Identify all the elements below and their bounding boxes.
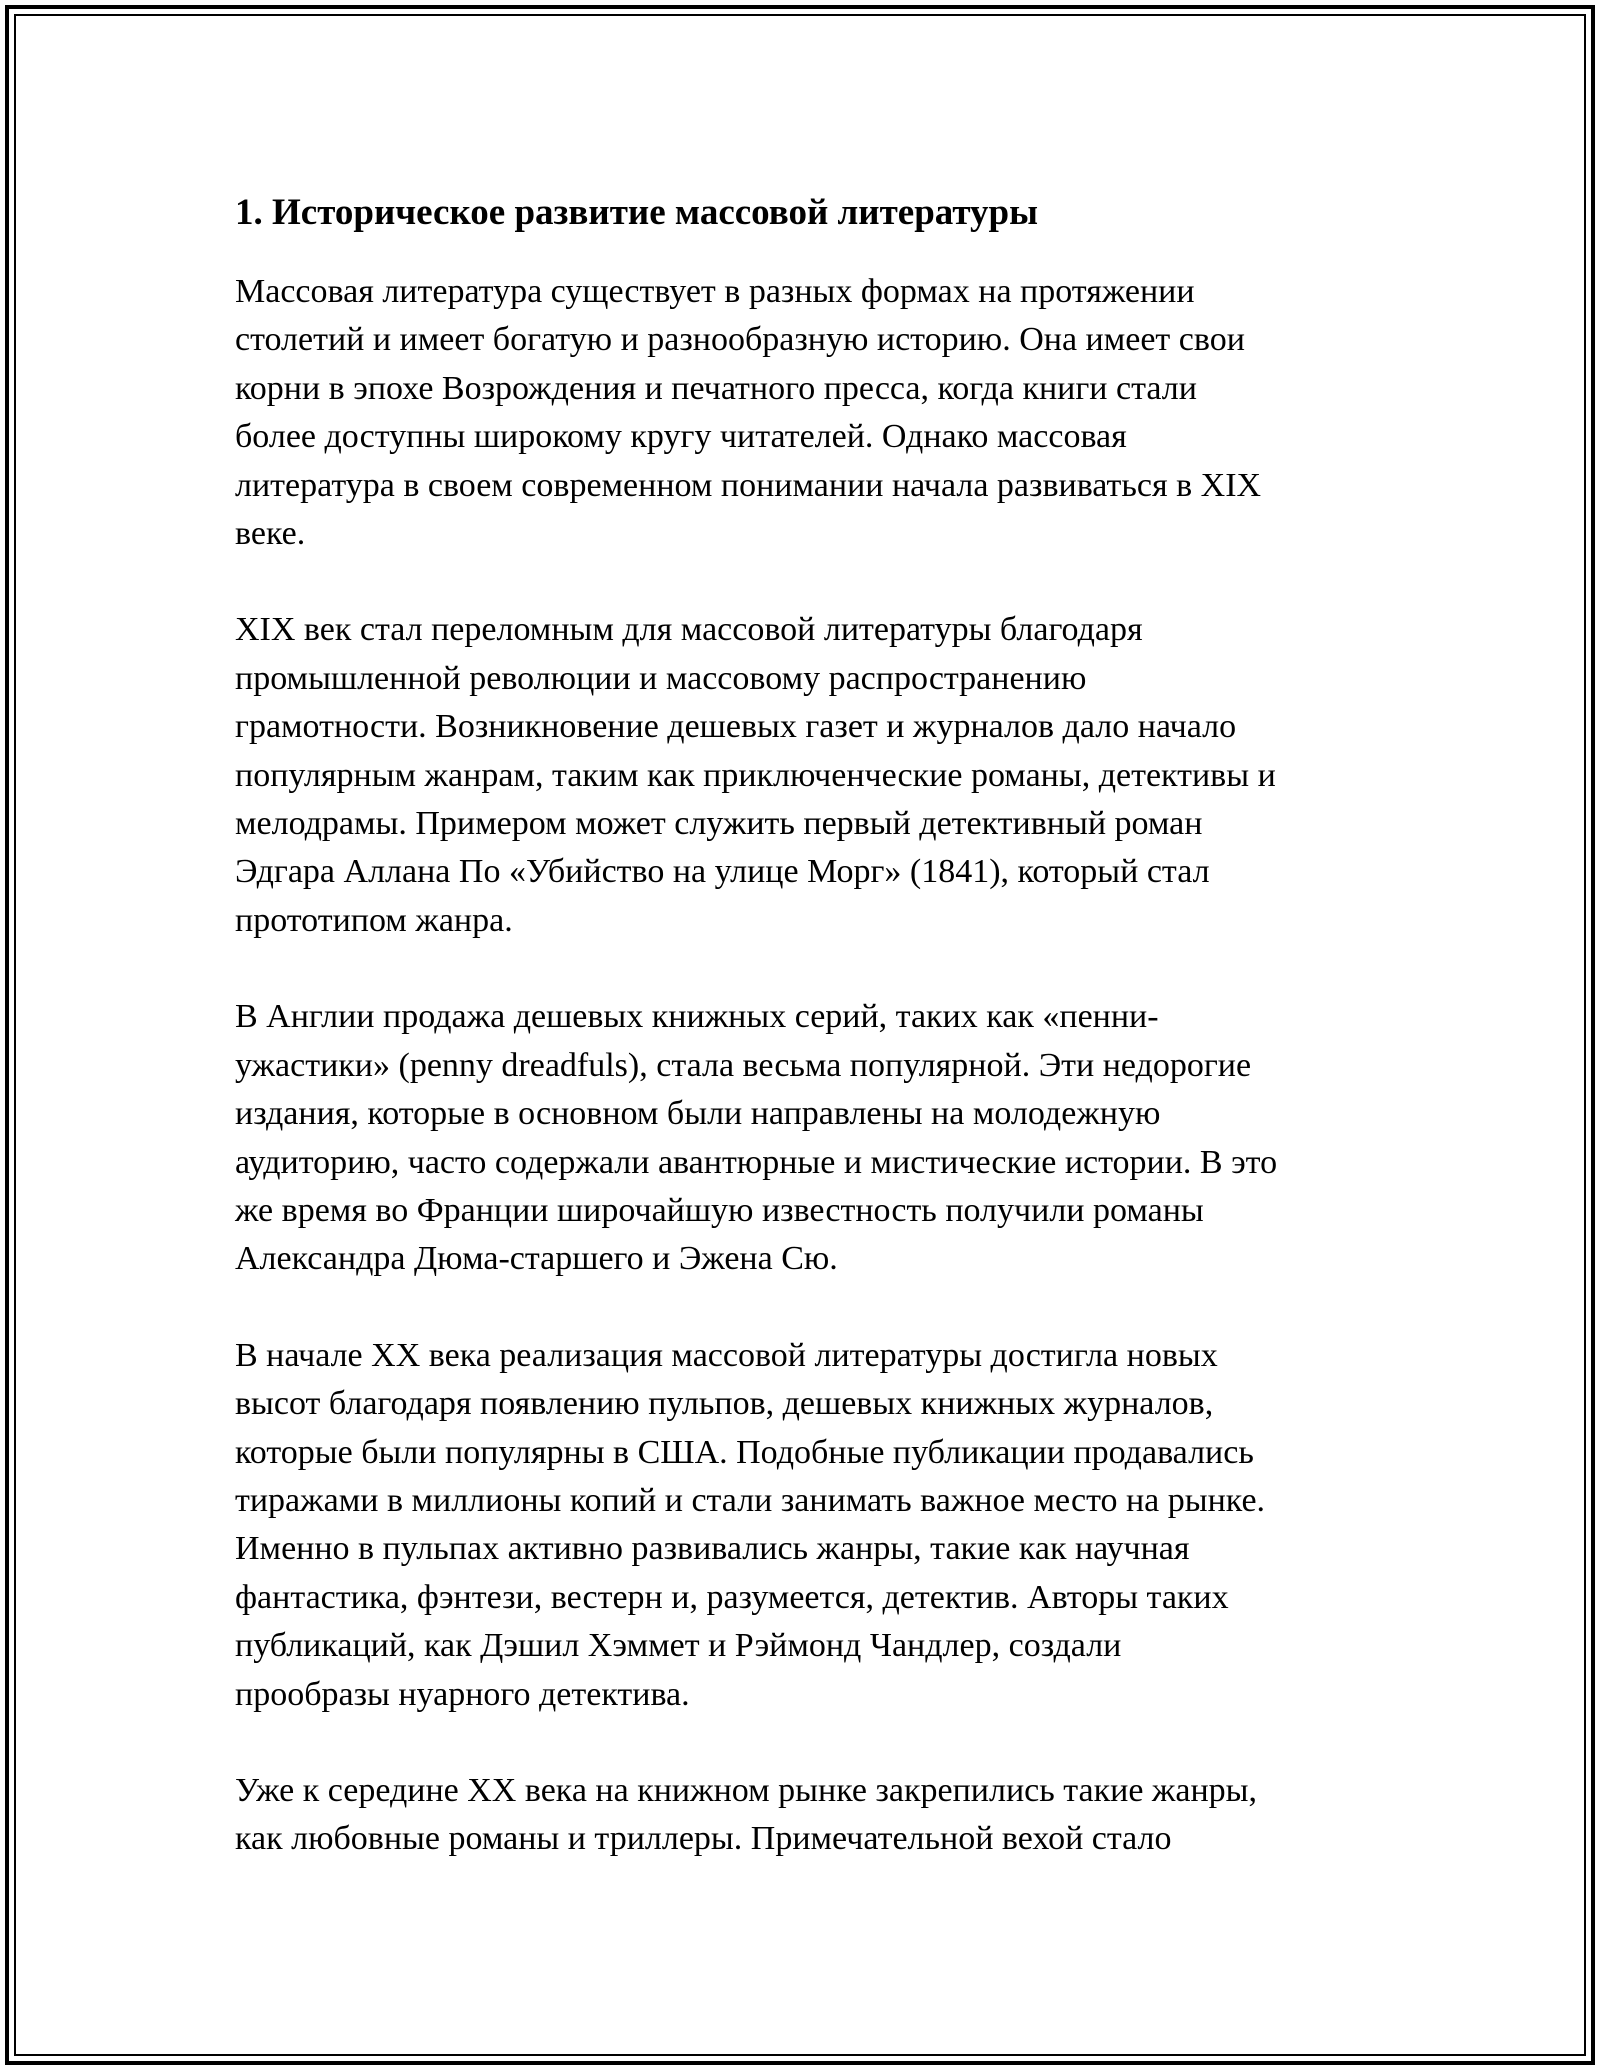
text-line: мелодрамы. Примером может служить первый детективный роман: [235, 805, 1203, 843]
text-line: популярным жанрам, таким как приключенческие романы, детективы и: [235, 756, 1276, 794]
text-line: ужастики» (penny dreadfuls), стала весьма популярной. Эти недорогие: [235, 1046, 1252, 1084]
text-line: В Англии продажа дешевых книжных серий, таких как «пенни-: [235, 998, 1159, 1036]
paragraph-4: [235, 1332, 1375, 1719]
text-line: же время во Франции широчайшую известность получили романы: [235, 1191, 1204, 1229]
text-line: как любовные романы и триллеры. Примечательной вехой стало: [235, 1820, 1172, 1858]
paragraph-2: [235, 606, 1375, 945]
paragraph-3: [235, 993, 1375, 1283]
text-line: литература в своем современном понимании начала развиваться в XIX: [235, 466, 1262, 504]
text-line: тиражами в миллионы копий и стали занимать важное место на рынке.: [235, 1481, 1266, 1519]
text-line: промышленной революции и массовому распространению: [235, 659, 1087, 697]
text-line: прототипом жанра.: [235, 901, 513, 939]
text-line: более доступны широкому кругу читателей. Однако массовая: [235, 418, 1127, 456]
paragraph-5: [235, 1767, 1375, 1864]
text-line: высот благодаря появлению пульпов, дешевых книжных журналов,: [235, 1385, 1214, 1423]
section-heading: 1. Историческое развитие массовой литературы: [235, 192, 1038, 233]
text-line: фантастика, фэнтези, вестерн и, разумеется, детектив. Авторы таких: [235, 1578, 1229, 1616]
text-line: Массовая литература существует в разных формах на протяжении: [235, 273, 1195, 310]
text-line: Именно в пульпах активно развивались жанры, такие как научная: [235, 1530, 1190, 1568]
text-line: Александра Дюма-старшего и Эжена Сю.: [235, 1240, 838, 1278]
text-line: грамотности. Возникновение дешевых газет и журналов дало начало: [235, 708, 1237, 746]
text-line: XIX век стал переломным для массовой литературы благодаря: [235, 611, 1143, 649]
text-line: В начале XX века реализация массовой литературы достигла новых: [235, 1336, 1218, 1374]
text-line: прообразы нуарного детектива.: [235, 1675, 690, 1713]
text-line: которые были популярны в США. Подобные публикации продавались: [235, 1433, 1254, 1471]
text-line: издания, которые в основном были направлены на молодежную: [235, 1095, 1161, 1133]
text-line: аудиторию, часто содержали авантюрные и мистические истории. В это: [235, 1143, 1278, 1181]
text-line: Уже к середине XX века на книжном рынке закрепились такие жанры,: [235, 1771, 1258, 1809]
document-page: [235, 188, 1375, 1912]
text-line: веке.: [235, 515, 306, 553]
text-line: Эдгара Аллана По «Убийство на улице Морг» (1841), который стал: [235, 853, 1210, 891]
text-line: столетий и имеет богатую и разнообразную историю. Она имеет свои: [235, 321, 1245, 359]
text-line: корни в эпохе Возрождения и печатного пресса, когда книги стали: [235, 369, 1197, 407]
paragraph-1: [235, 268, 1375, 558]
text-line: публикаций, как Дэшил Хэммет и Рэймонд Чандлер, создали: [235, 1627, 1122, 1665]
